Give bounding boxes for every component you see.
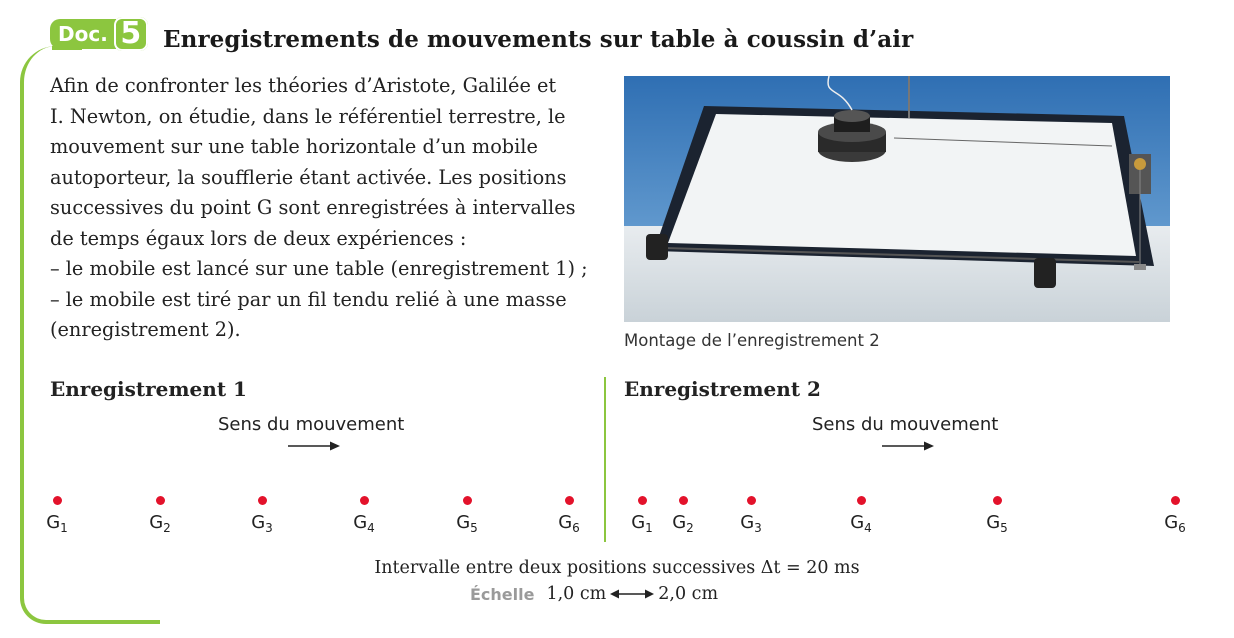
section-divider bbox=[604, 377, 606, 542]
intro-line: – le mobile est tiré par un fil tendu relié à une masse bbox=[50, 287, 567, 311]
position-letter: G bbox=[149, 512, 164, 533]
position-label bbox=[672, 512, 694, 535]
position-point bbox=[360, 496, 369, 505]
position-index: 1 bbox=[60, 521, 68, 535]
intro-line: autoporteur, la soufflerie étant activée. Les positions bbox=[50, 165, 567, 189]
recording2-title: Enregistrement 2 bbox=[624, 377, 821, 401]
position-point bbox=[993, 496, 1002, 505]
doc-badge-word: Doc. bbox=[50, 19, 116, 49]
position-label bbox=[740, 512, 762, 535]
position-index: 3 bbox=[754, 521, 762, 535]
position-index: 2 bbox=[163, 521, 171, 535]
scale-row bbox=[470, 584, 718, 604]
intro-line: mouvement sur une table horizontale d’un mobile bbox=[50, 135, 538, 158]
position-point bbox=[747, 496, 756, 505]
position-label bbox=[353, 512, 375, 535]
position-index: 6 bbox=[572, 521, 580, 535]
position-label bbox=[456, 512, 478, 535]
position-letter: G bbox=[850, 512, 865, 533]
document-title: Enregistrements de mouvements sur table à coussin d’air bbox=[163, 26, 914, 53]
position-index: 5 bbox=[1000, 521, 1008, 535]
position-index: 5 bbox=[470, 521, 478, 535]
position-label bbox=[631, 512, 653, 535]
scale-left-value: 1,0 cm bbox=[546, 584, 607, 604]
position-point bbox=[156, 496, 165, 505]
position-letter: G bbox=[456, 512, 471, 533]
position-letter: G bbox=[672, 512, 687, 533]
intro-line: (enregistrement 2). bbox=[50, 318, 241, 341]
position-index: 6 bbox=[1178, 521, 1186, 535]
doc-badge-number: 5 bbox=[114, 17, 148, 51]
position-letter: G bbox=[353, 512, 368, 533]
position-index: 4 bbox=[864, 521, 872, 535]
recording1-direction-arrow-icon bbox=[288, 440, 340, 452]
position-label bbox=[558, 512, 580, 535]
position-point bbox=[679, 496, 688, 505]
scale-right-value: 2,0 cm bbox=[658, 584, 719, 604]
position-index: 4 bbox=[367, 521, 375, 535]
position-letter: G bbox=[740, 512, 755, 533]
photo-caption: Montage de l’enregistrement 2 bbox=[624, 331, 880, 350]
air-table-photo bbox=[624, 76, 1170, 322]
position-index: 2 bbox=[686, 521, 694, 535]
position-label bbox=[986, 512, 1008, 535]
intro-paragraph bbox=[50, 71, 610, 346]
intro-line: – le mobile est lancé sur une table (enregistrement 1) ; bbox=[50, 257, 588, 280]
interval-text: Intervalle entre deux positions successives Δt = 20 ms bbox=[374, 558, 860, 578]
position-point bbox=[463, 496, 472, 505]
position-index: 1 bbox=[645, 521, 653, 535]
recording2-direction-label: Sens du mouvement bbox=[812, 414, 999, 435]
intro-line: successives du point G sont enregistrées à intervalles bbox=[50, 196, 576, 219]
position-label bbox=[46, 512, 68, 535]
intro-line: de temps égaux lors de deux expériences : bbox=[50, 226, 467, 250]
position-letter: G bbox=[558, 512, 573, 533]
position-label bbox=[850, 512, 872, 535]
position-point bbox=[258, 496, 267, 505]
intro-line: I. Newton, on étudie, dans le référentiel terrestre, le bbox=[50, 104, 566, 128]
position-point bbox=[857, 496, 866, 505]
recording1-title: Enregistrement 1 bbox=[50, 377, 247, 401]
position-letter: G bbox=[251, 512, 266, 533]
doc-badge bbox=[50, 16, 148, 52]
position-letter: G bbox=[631, 512, 646, 533]
position-point bbox=[53, 496, 62, 505]
position-point bbox=[638, 496, 647, 505]
position-index: 3 bbox=[265, 521, 273, 535]
position-letter: G bbox=[46, 512, 61, 533]
air-table-illustration bbox=[624, 76, 1170, 322]
recording1-direction-label: Sens du mouvement bbox=[218, 414, 405, 435]
position-label bbox=[251, 512, 273, 535]
position-label bbox=[149, 512, 171, 535]
double-arrow-icon bbox=[610, 588, 654, 600]
position-letter: G bbox=[986, 512, 1001, 533]
position-label bbox=[1164, 512, 1186, 535]
scale-label: Échelle bbox=[470, 584, 535, 604]
recording2-direction-arrow-icon bbox=[882, 440, 934, 452]
position-point bbox=[1171, 496, 1180, 505]
intro-line: Afin de confronter les théories d’Aristote, Galilée et bbox=[50, 74, 557, 97]
position-letter: G bbox=[1164, 512, 1179, 533]
position-point bbox=[565, 496, 574, 505]
